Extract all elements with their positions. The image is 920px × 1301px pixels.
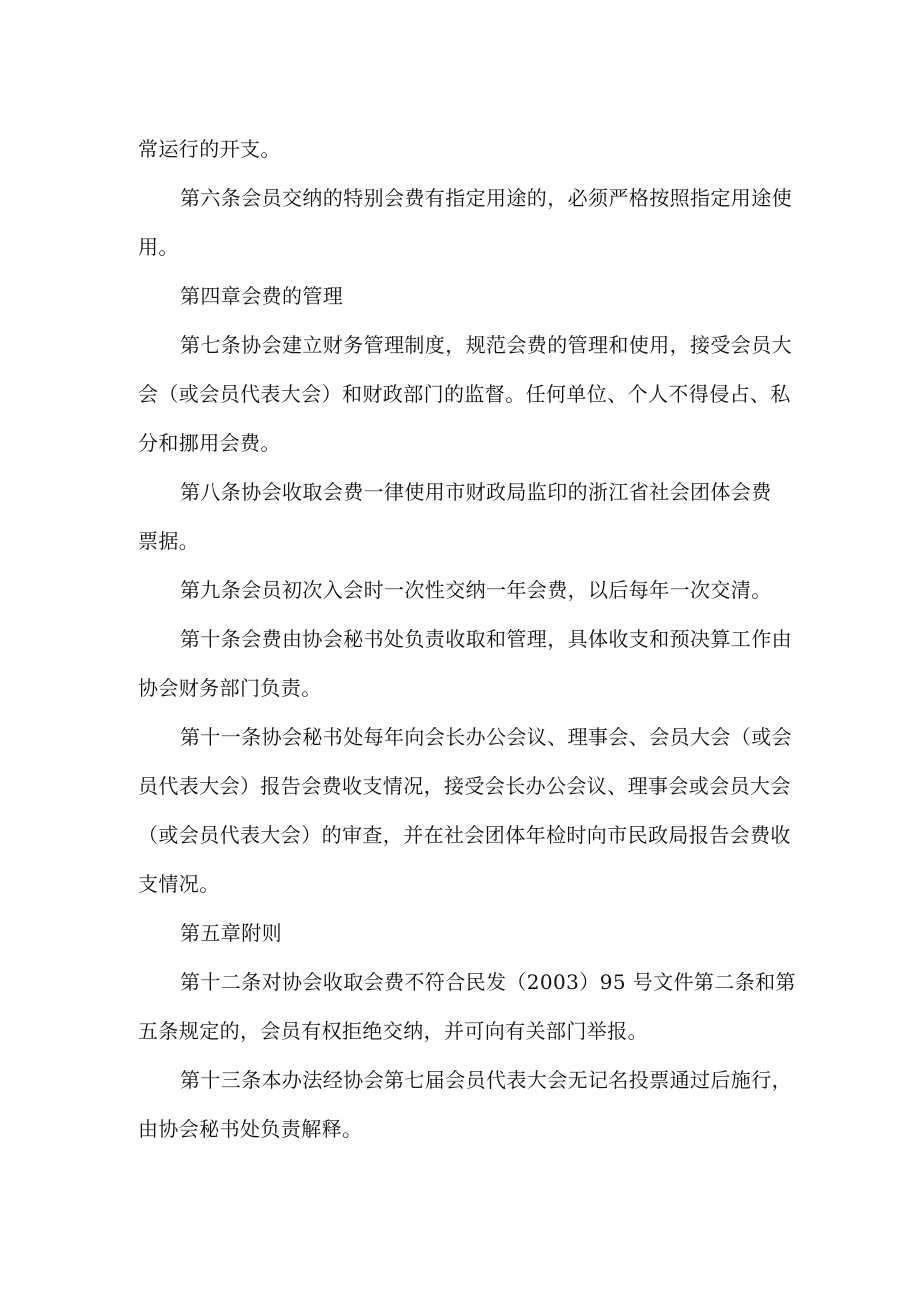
paragraph-article-6: 第六条会员交纳的特别会费有指定用途的，必须严格按照指定用途使 (180, 186, 792, 210)
text-line: 常运行的开支。 (138, 137, 281, 161)
paragraph-article-8: 第八条协会收取会费一律使用市财政局监印的浙江省社会团体会费 (180, 480, 772, 504)
text-line: 支情况。 (138, 872, 220, 896)
paragraph-article-12: 第十二条对协会收取会费不符合民发（2003）95 号文件第二条和第 (180, 970, 796, 994)
paragraph-article-7: 第七条协会建立财务管理制度，规范会费的管理和使用，接受会员大 (180, 333, 792, 357)
text-line: 会（或会员代表大会）和财政部门的监督。任何单位、个人不得侵占、私 (138, 382, 791, 406)
text-line: 五条规定的，会员有权拒绝交纳，并可向有关部门举报。 (138, 1019, 648, 1043)
text-line: 用。 (138, 235, 179, 259)
paragraph-article-10: 第十条会费由协会秘书处负责收取和管理，具体收支和预决算工作由 (180, 627, 792, 651)
paragraph-article-11: 第十一条协会秘书处每年向会长办公会议、理事会、会员大会（或会 (180, 725, 792, 749)
text-line: 由协会秘书处负责解释。 (138, 1117, 363, 1141)
paragraph-article-9: 第九条会员初次入会时一次性交纳一年会费，以后每年一次交清。 (180, 578, 772, 602)
chapter-4-heading: 第四章会费的管理 (180, 284, 344, 308)
chapter-5-heading: 第五章附则 (180, 921, 282, 945)
text-line: （或会员代表大会）的审查，并在社会团体年检时向市民政局报告会费收 (138, 823, 791, 847)
paragraph-article-13: 第十三条本办法经协会第七届会员代表大会无记名投票通过后施行， (180, 1068, 792, 1092)
text-line: 员代表大会）报告会费收支情况，接受会长办公会议、理事会或会员大会 (138, 774, 791, 798)
text-line: 票据。 (138, 529, 200, 553)
text-line: 分和挪用会费。 (138, 431, 281, 455)
text-line: 协会财务部门负责。 (138, 676, 322, 700)
